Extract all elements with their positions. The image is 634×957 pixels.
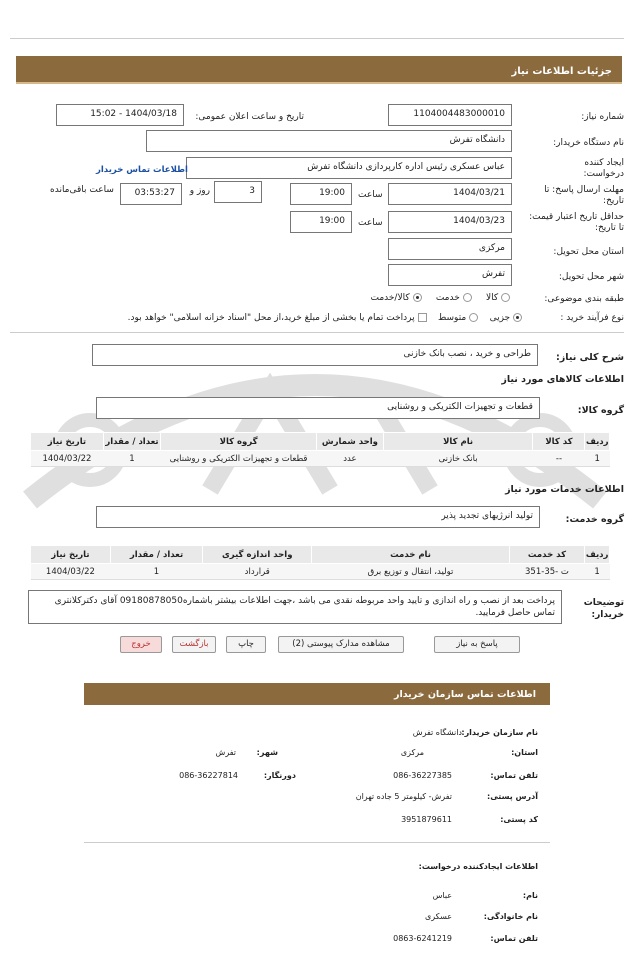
contact-address-label: آدرس پستی:: [487, 792, 538, 801]
services-th-name: نام خدمت: [312, 546, 509, 564]
process-medium-radio[interactable]: [469, 313, 478, 322]
city-label: شهر محل تحویل:: [558, 272, 624, 282]
contact-address: تفرش- کیلومتر 5 جاده تهران: [355, 792, 452, 801]
creator-phone-label: تلفن تماس:: [490, 934, 538, 943]
city-field: تفرش: [388, 264, 512, 286]
category-options: [370, 293, 510, 303]
creator-info-title: اطلاعات ایجادکننده درخواست:: [418, 862, 538, 871]
divider: [10, 332, 624, 333]
print-button[interactable]: چاپ: [226, 636, 266, 653]
view-docs-button[interactable]: مشاهده مدارک پیوستی (2): [278, 636, 404, 653]
page-title: جزئیات اطلاعات نیاز: [511, 66, 612, 77]
send-date-field: 1404/03/21: [388, 183, 512, 205]
days-label: روز و: [189, 186, 210, 196]
contact-header-bar: [84, 683, 550, 705]
goods-cell-code: --: [533, 451, 585, 467]
services-cell-date: 1404/03/22: [31, 564, 111, 580]
process-note: پرداخت تمام یا بخشی از مبلغ خرید،از محل "اسناد خزانه اسلامی" خواهد بود.: [127, 313, 415, 323]
buyer-org-label: نام دستگاه خریدار:: [553, 138, 624, 148]
creator-field: عباس عسکری رئیس اداره کارپردازی دانشگاه تفرش: [186, 157, 512, 179]
goods-cell-row: 1: [585, 451, 610, 467]
contact-fax-label: دورنگار:: [263, 771, 296, 780]
table-row: [31, 451, 610, 467]
goods-th-name: نام کالا: [383, 433, 533, 451]
cat-goods-radio[interactable]: [501, 293, 510, 302]
price-date-field: 1404/03/23: [388, 211, 512, 233]
services-cell-unit: قرارداد: [203, 564, 312, 580]
services-cell-row: 1: [585, 564, 610, 580]
page-header-bar: [16, 56, 622, 84]
goods-group-label: گروه کالا:: [577, 405, 624, 416]
creator-phone: 0863-6241219: [393, 934, 452, 943]
price-time-field: 19:00: [290, 211, 352, 233]
goods-group-field: قطعات و تجهیزات الکتریکی و روشنایی: [96, 397, 540, 419]
contact-city: تفرش: [215, 748, 236, 757]
process-options: [128, 313, 522, 323]
services-th-code: کد خدمت: [509, 546, 585, 564]
send-deadline-label: مهلت ارسال پاسخ: تا تاریخ:: [544, 185, 624, 206]
process-small-label: جزیی: [489, 313, 511, 323]
notes-field: پرداخت بعد از نصب و راه اندازی و تایید واحد مربوطه نقدی می باشد ،جهت اطلاعات بیشتر باشماره09180878050 آقای دکترکلانتری تماس حاصل فرمایید.: [28, 590, 562, 624]
summary-label: شرح کلی نیاز:: [555, 352, 624, 363]
category-label: طبقه بندی موضوعی:: [544, 294, 624, 304]
goods-table: [30, 432, 610, 467]
goods-cell-date: 1404/03/22: [31, 451, 104, 467]
contact-org: دانشگاه تفرش: [412, 728, 462, 737]
price-validity-label: حداقل تاریخ اعتبار قیمت: تا تاریخ:: [529, 212, 624, 233]
announce-label: تاریخ و ساعت اعلان عمومی:: [195, 112, 304, 122]
contact-province-label: استان:: [511, 748, 538, 757]
goods-th-qty: تعداد / مقدار: [103, 433, 160, 451]
buyer-org-field: دانشگاه تفرش: [146, 130, 512, 152]
creator-family: عسکری: [424, 912, 452, 921]
goods-section-title: اطلاعات کالاهای مورد نیاز: [501, 374, 624, 385]
goods-th-date: تاریخ نیاز: [31, 433, 104, 451]
price-time-label: ساعت: [358, 218, 383, 228]
notes-label: توضیحات خریدار:: [583, 598, 624, 620]
need-number-field: 1104004483000010: [388, 104, 512, 126]
back-button[interactable]: بازگشت: [172, 636, 216, 653]
contact-divider: [84, 842, 550, 843]
days-field: 3: [214, 181, 262, 203]
services-section-title: اطلاعات خدمات مورد نیاز: [505, 484, 624, 495]
cat-both-label: کالا/خدمت: [370, 293, 410, 303]
services-cell-code: ت -35-351: [509, 564, 585, 580]
send-time-label: ساعت: [358, 190, 383, 200]
top-divider: [10, 38, 624, 39]
need-number-label: شماره نیاز:: [581, 112, 624, 122]
goods-th-group: گروه کالا: [161, 433, 317, 451]
province-label: استان محل تحویل:: [553, 247, 624, 257]
cat-both-radio[interactable]: [413, 293, 422, 302]
province-field: مرکزی: [388, 238, 512, 260]
contact-city-label: شهر:: [256, 748, 278, 757]
contact-fax: 086-36227814: [179, 771, 238, 780]
creator-name-label: نام:: [522, 891, 538, 900]
announce-field: 1404/03/18 - 15:02: [56, 104, 184, 126]
send-time-field: 19:00: [290, 183, 352, 205]
summary-field: طراحی و خرید ، نصب بانک خازنی: [92, 344, 538, 366]
services-th-unit: واحد اندازه گیری: [203, 546, 312, 564]
process-small-radio[interactable]: [513, 313, 522, 322]
exit-button[interactable]: خروج: [120, 636, 162, 653]
services-cell-qty: 1: [110, 564, 202, 580]
goods-cell-unit: عدد: [317, 451, 384, 467]
cat-service-label: خدمت: [435, 293, 460, 303]
contact-title: اطلاعات تماس سازمان خریدار: [393, 689, 536, 700]
goods-th-row: ردیف: [585, 433, 610, 451]
contact-postal-label: کد پستی:: [500, 815, 538, 824]
remaining-field: 03:53:27: [120, 183, 182, 205]
table-row: [31, 564, 610, 580]
creator-label: ایجاد کننده درخواست:: [583, 158, 624, 179]
services-group-label: گروه خدمت:: [565, 514, 624, 525]
services-th-date: تاریخ نیاز: [31, 546, 111, 564]
goods-cell-name: بانک خازنی: [383, 451, 533, 467]
services-table: [30, 545, 610, 580]
contact-postal: 3951879611: [401, 815, 452, 824]
goods-cell-group: قطعات و تجهیزات الکتریکی و روشنایی: [161, 451, 317, 467]
contact-phone-label: تلفن تماس:: [490, 771, 538, 780]
process-label: نوع فرآیند خرید :: [560, 313, 624, 323]
process-medium-label: متوسط: [437, 313, 467, 323]
contact-info-link[interactable]: اطلاعات تماس خریدار: [96, 165, 188, 175]
reply-button[interactable]: پاسخ به نیاز: [434, 636, 520, 653]
services-group-field: تولید انرژیهای تجدید پذیر: [96, 506, 540, 528]
goods-th-unit: واحد شمارش: [317, 433, 384, 451]
treasury-checkbox[interactable]: [418, 313, 427, 322]
creator-family-label: نام خانوادگی:: [483, 912, 538, 921]
contact-province: مرکزی: [400, 748, 424, 757]
cat-goods-label: کالا: [485, 293, 499, 303]
remaining-label: ساعت باقی‌مانده: [50, 185, 114, 195]
cat-service-radio[interactable]: [463, 293, 472, 302]
services-th-qty: تعداد / مقدار: [110, 546, 202, 564]
goods-cell-qty: 1: [103, 451, 160, 467]
contact-phone: 086-36227385: [393, 771, 452, 780]
creator-name: عباس: [432, 891, 452, 900]
goods-th-code: کد کالا: [533, 433, 585, 451]
contact-org-label: نام سازمان خریدار:: [461, 728, 538, 737]
services-th-row: ردیف: [585, 546, 610, 564]
services-cell-name: تولید، انتقال و توزیع برق: [312, 564, 509, 580]
